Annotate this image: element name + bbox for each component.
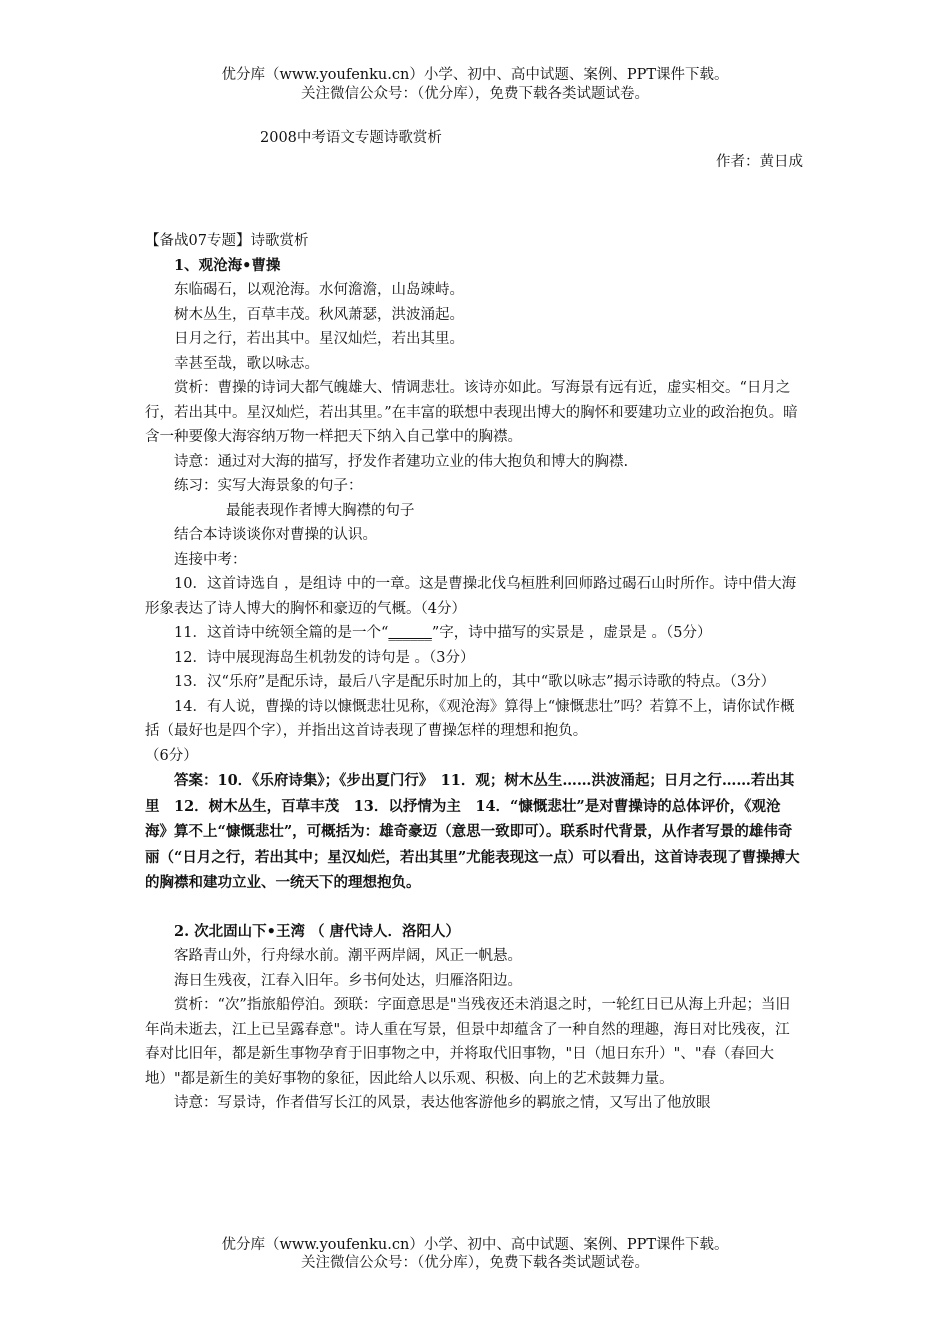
meaning-paragraph: 诗意：写景诗，作者借写长江的风景，表达他客游他乡的羁旅之情，又写出了他放眼: [174, 1095, 711, 1111]
question-14-score: （6分）: [145, 747, 198, 764]
answer-blank: ______: [388, 625, 432, 641]
question-10: 10．这首诗选自 ，是组诗 中的一章。这是曹操北伐乌桓胜利回师路过碣石山时所作。诗中借大海形象表达了诗人博大的胸怀和豪迈的气概。（4分）: [145, 576, 797, 617]
practice-line: 练习：实写大海景象的句子：: [174, 478, 363, 494]
question-11: [145, 621, 800, 646]
question-13: 13．汉“乐府”是配乐诗，最后八字是配乐时加上的，其中“歌以咏志”揭示诗歌的特点。（3分）: [174, 674, 776, 690]
appreciation-paragraph: 赏析：曹操的诗词大都气魄雄大、情调悲壮。该诗亦如此。写海景有远有近，虚实相交。“日月之行，若出其中。星汉灿烂，若出其里。”在丰富的联想中表现出博大的胸怀和要建功立业的政治抱负。暗含一种要像大海容纳万物一样把天下纳入自己掌中的胸襟。: [145, 380, 798, 445]
question-12: 12．诗中展现海岛生机勃发的诗句是 。（3分）: [174, 649, 475, 666]
header-line-2: 关注微信公众号：（优分库），免费下载各类试题试卷。: [301, 86, 649, 102]
practice-line: 最能表现作者博大胸襟的句子: [226, 502, 415, 519]
document-body: [145, 229, 800, 1116]
poem-line: 东临碣石，以观沧海。水何澹澹，山岛竦峙。: [174, 282, 464, 298]
poem-line: 日月之行，若出其中。星汉灿烂，若出其里。: [174, 331, 464, 347]
poem-line: 客路青山外，行舟绿水前。潮平两岸阔，风正一帆悬。: [174, 948, 522, 964]
question-14: 14．有人说，曹操的诗以慷慨悲壮见称，《观沧海》算得上“慷慨悲壮”吗？若算不上，请你试作概括（最好也是四个字），并指出这首诗表现了曹操怎样的理想和抱负。: [145, 698, 795, 739]
question-11-text: 11．这首诗中统领全篇的是一个“: [174, 625, 389, 641]
poem-line: 海日生残夜，江春入旧年。乡书何处达，归雁洛阳边。: [174, 972, 522, 989]
document-title: 2008中考语文专题诗歌赏析: [260, 130, 442, 146]
footer-line-2: 关注微信公众号：（优分库），免费下载各类试题试卷。: [301, 1255, 649, 1271]
header-line-1: 优分库（www.youfenku.cn）小学、初中、高中试题、案例、PPT课件下载。: [221, 67, 729, 83]
poem-line: 幸甚至哉，歌以咏志。: [174, 355, 319, 372]
meaning-paragraph: 诗意：通过对大海的描写，抒发作者建功立业的伟大抱负和博大的胸襟.: [174, 453, 629, 470]
question-11-text: ”字，诗中描写的实景是 ，虚景是 。（5分）: [431, 625, 712, 641]
topic-heading: 【备战07专题】诗歌赏析: [145, 233, 309, 249]
link-label: 连接中考：: [174, 551, 247, 568]
spacer: [174, 896, 800, 920]
poem-line: 树木丛生，百草丰茂。秋风萧瑟，洪波涌起。: [174, 306, 464, 323]
author-line: 作者：黄日成: [716, 154, 803, 170]
section-1-heading: 1、观沧海•曹操: [174, 256, 281, 274]
section-2-heading: 2. 次北固山下•王湾 （ 唐代诗人．洛阳人）: [174, 922, 461, 940]
answer-paragraph: 答案：10．《乐府诗集》；《步出夏门行》 11．观；树木丛生……洪波涌起；日月之行……若出其里 12．树木丛生，百草丰茂 13．以抒情为主 14．“慷慨悲壮”是对曹操诗的总体评价，《观沧海》算不上“慷慨悲壮”，可概括为：雄奇豪迈（意思一致即可）。联系时代背景，从作者写景的雄伟奇丽（“日月之行，若出其中；星汉灿烂，若出其里”尤能表现这一点）可以看出，这首诗表现了曹操搏大的胸襟和建功立业、一统天下的理想抱负。: [145, 772, 800, 891]
appreciation-paragraph: 赏析：“次”指旅船停泊。颈联：字面意思是"当残夜还未消退之时，一轮红日已从海上升起；当旧年尚未逝去，江上已呈露春意"。诗人重在写景，但景中却蕴含了一种自然的理趣，海日对比残夜，江春对比旧年，都是新生事物孕育于旧事物之中，并将取代旧事物，"日（旭日东升）"、"春（春回大地）"都是新生的美好事物的象征，因此给人以乐观、积极、向上的艺术鼓舞力量。: [145, 997, 790, 1087]
footer-line-1: 优分库（www.youfenku.cn）小学、初中、高中试题、案例、PPT课件下载。: [221, 1237, 729, 1253]
practice-line: 结合本诗谈谈你对曹操的认识。: [174, 527, 377, 543]
